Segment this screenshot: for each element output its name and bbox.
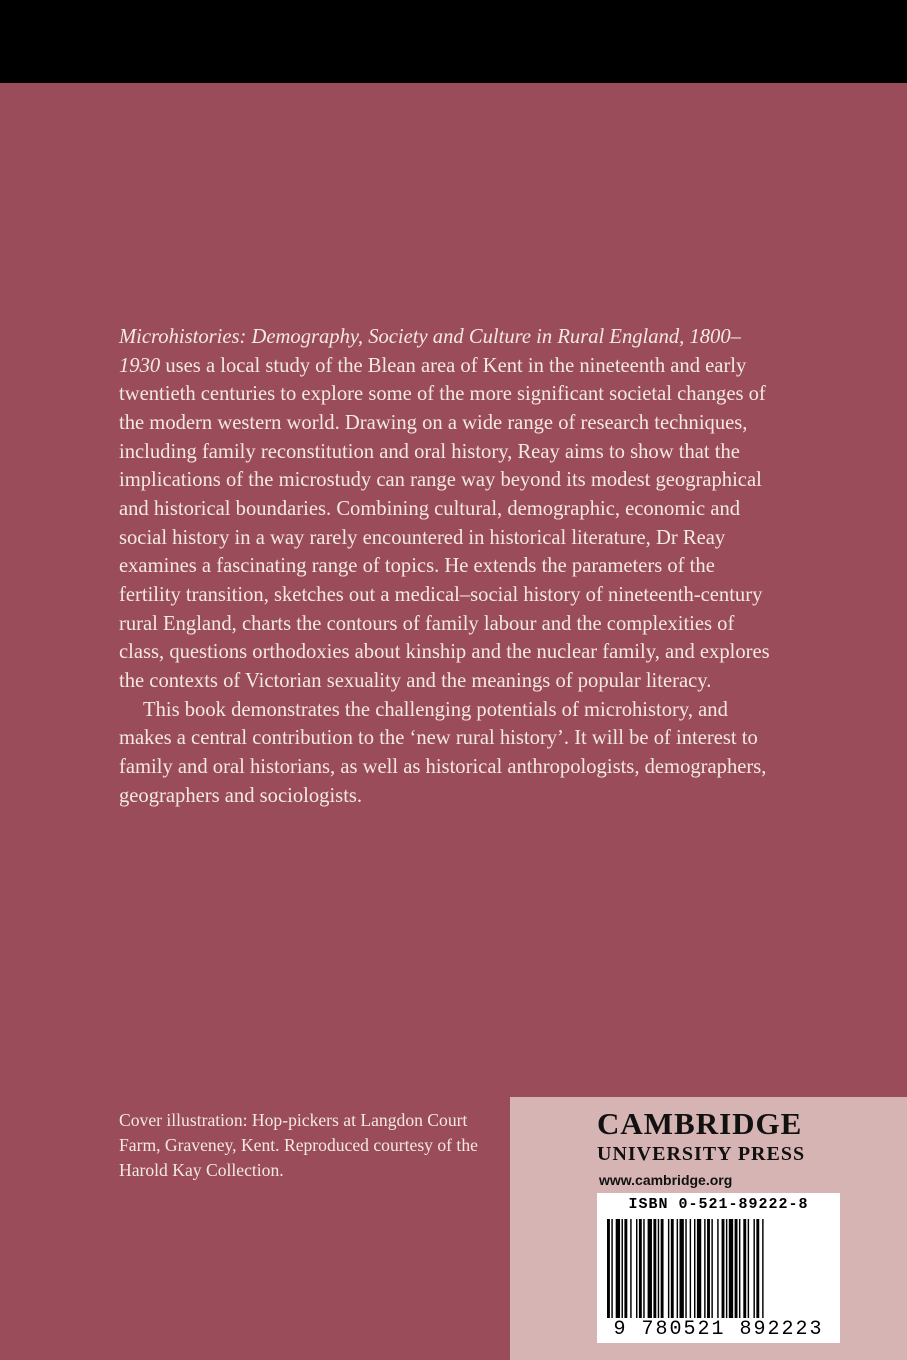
barcode-bar <box>726 1219 727 1329</box>
barcode-bar <box>697 1219 701 1329</box>
publisher-name: CAMBRIDGE <box>597 1106 803 1141</box>
cover-illustration-credit: Cover illustration: Hop-pickers at Langdon Court Farm, Graveney, Kent. Reproduced courtesy of the Harold Kay Collection. <box>119 1110 478 1180</box>
barcode-bar <box>704 1219 705 1329</box>
barcode-bar <box>639 1219 642 1329</box>
isbn-label: ISBN 0-521-89222-8 <box>628 1196 809 1213</box>
barcode-bar <box>653 1219 656 1329</box>
ean-digits: 9 780521 892223 <box>597 1318 840 1341</box>
barcode-bar <box>711 1219 712 1329</box>
barcode-bar <box>680 1219 684 1329</box>
publisher-subtitle: UNIVERSITY PRESS <box>597 1143 806 1165</box>
barcode-bar <box>735 1219 738 1329</box>
blurb-paragraph-2: This book demonstrates the challenging potentials of microhistory, and makes a central contribution to the ‘new rural history’. It will be of interest to family and oral historians, as well as historical anthropologists, demographers, geographers and sociologists. <box>119 698 767 807</box>
barcode-bar <box>607 1219 610 1329</box>
barcode-bar <box>722 1219 725 1329</box>
barcode-bar <box>624 1219 627 1329</box>
barcode-bar <box>685 1219 686 1329</box>
barcode-bar <box>748 1219 749 1329</box>
barcode-bar <box>643 1219 644 1329</box>
barcode-bar <box>707 1219 710 1329</box>
top-black-band <box>0 0 907 83</box>
publisher-panel <box>510 1097 907 1360</box>
barcode-bar <box>739 1219 740 1329</box>
blurb-paragraph-1 <box>119 323 779 696</box>
blurb-paragraph-1-text: uses a local study of the Blean area of Kent in the nineteenth and early twentieth centuries to explore some of the more significant societal changes of the modern western world. Drawing on a wide range of research techniques, including family reconstitution and oral history, Reay aims to show that the implications of the microstudy can range way beyond its modest geographical and historical boundaries. Combining cultural, demographic, economic and social history in a way rarely encountered in historical literature, Dr Reay examines a fascinating range of topics. He extends the parameters of the fertility transition, sketches out a medical–social history of nineteenth-century rural England, charts the contours of family labour and the complexities of class, questions orthodoxies about kinship and the nuclear family, and explores the contexts of Victorian sexuality and the meanings of popular literacy. <box>119 354 770 692</box>
publisher-url: www.cambridge.org <box>599 1172 733 1188</box>
barcode-bar <box>729 1219 733 1329</box>
barcode-box <box>597 1193 840 1343</box>
barcode-bar <box>677 1219 678 1329</box>
barcode-bar <box>658 1219 659 1329</box>
barcode-bar <box>611 1219 612 1329</box>
barcode-bar <box>616 1219 620 1329</box>
barcode-bar <box>622 1219 623 1329</box>
barcode-bar <box>756 1219 759 1329</box>
barcode-icon <box>607 1219 830 1329</box>
barcode-bar <box>762 1219 763 1329</box>
barcode-bar <box>668 1219 669 1329</box>
back-cover-blurb <box>119 323 779 810</box>
barcode-bar <box>690 1219 691 1329</box>
barcode-bar <box>636 1219 637 1329</box>
barcode-bar <box>671 1219 674 1329</box>
barcode-bar <box>717 1219 718 1329</box>
barcode-bar <box>753 1219 754 1329</box>
barcode-bar <box>648 1219 652 1329</box>
barcode-bar <box>694 1219 695 1329</box>
barcode-bar <box>661 1219 664 1329</box>
barcode-bar <box>630 1219 631 1329</box>
book-title-italic: Microhistories: Demography, Society and Culture in Rural England, 1800–1930 <box>119 326 741 377</box>
barcode-bar <box>743 1219 746 1329</box>
